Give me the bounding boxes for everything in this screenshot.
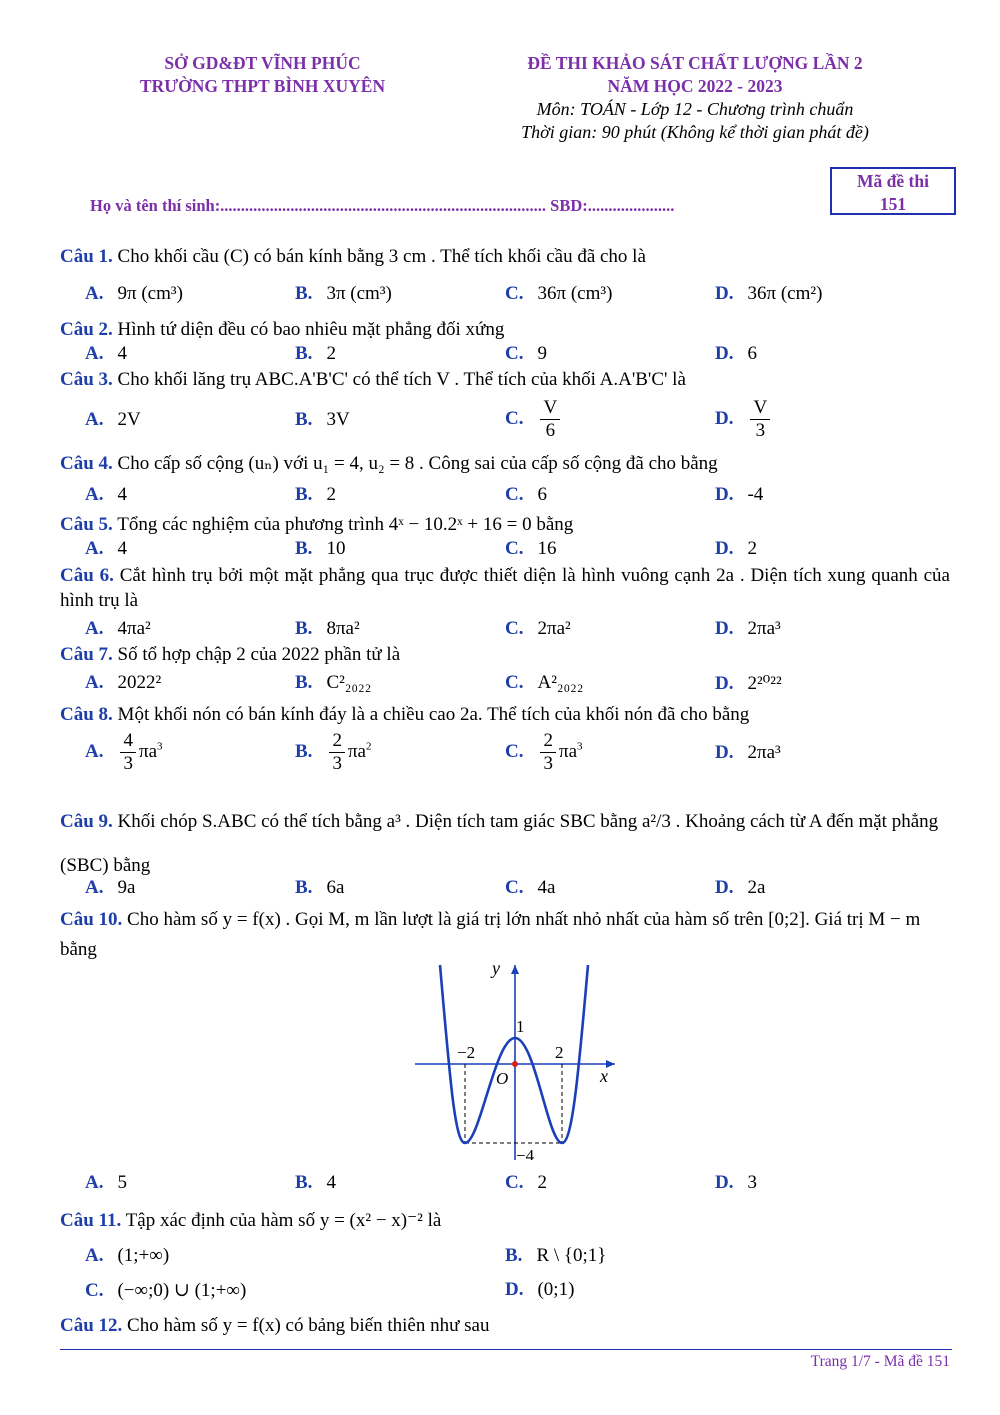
origin-point (512, 1061, 518, 1067)
option-c[interactable]: C. 9 (505, 343, 547, 364)
option-d[interactable]: D. -4 (715, 484, 764, 505)
option-d[interactable]: D. 2πa³ (715, 618, 781, 639)
question-text: Cho khối cầu (C) có bán kính bằng 3 cm . Thể tích khối cầu đã cho là (117, 246, 646, 267)
option-b[interactable]: B. $\frac{2}{3}$ $\pi a^2$ (295, 730, 372, 774)
options-q11-row2 (85, 1279, 955, 1309)
tick-neg2: −2 (457, 1043, 476, 1062)
options-q11-row1 (85, 1245, 955, 1275)
school-header (90, 52, 435, 98)
exam-code-value: 151 (879, 194, 907, 214)
question-number: Câu 1. (60, 246, 113, 267)
school-year: NĂM HỌC 2022 - 2023 (607, 76, 783, 96)
options-q1 (85, 283, 955, 313)
department-name: SỞ GD&ĐT VĨNH PHÚC (164, 53, 361, 73)
option-b[interactable]: B. 10 (295, 538, 346, 559)
option-d[interactable]: D. 2 (715, 538, 757, 559)
option-d[interactable]: D. 2πa³ (715, 742, 781, 763)
option-d[interactable]: D. $\frac{V}{3}$ (715, 397, 773, 442)
option-a[interactable]: A. 2V (85, 409, 141, 430)
origin-label: O (496, 1069, 509, 1088)
question-6: Câu 6. Cắt hình trụ bởi một mặt phẳng qua trục được thiết diện là hình vuông cạnh 2a . Diện tích xung quanh của hình trụ là (60, 565, 950, 611)
tick-neg4: −4 (516, 1146, 535, 1160)
question-5: Câu 5. Tổng các nghiệm của phương trình 4ˣ − 10.2ˣ + 16 = 0 bằng (60, 514, 574, 535)
question-10: Câu 10. Cho hàm số y = f(x) . Gọi M, m lần lượt là giá trị lớn nhất nhỏ nhất của hàm số trên [0;2]. Giá trị M − m bằng (60, 909, 921, 960)
tick-1: 1 (516, 1017, 525, 1036)
option-c[interactable]: C. 2πa² (505, 618, 571, 639)
duration-line: Thời gian: 90 phút (Không kể thời gian phát đề) (521, 122, 869, 142)
question-12: Câu 12. Cho hàm số y = f(x) có bảng biến thiên như sau (60, 1315, 490, 1336)
option-a[interactable]: A. 4 (85, 343, 127, 364)
option-c[interactable]: C. $\frac{V}{6}$ (505, 397, 563, 442)
option-a[interactable]: A. $\frac{4}{3}$ $\pi a^3$ (85, 730, 163, 774)
option-b[interactable]: B. 4 (295, 1172, 336, 1193)
option-b[interactable]: B. 3V (295, 409, 350, 430)
option-d[interactable]: D. 36π (cm²) (715, 283, 823, 304)
option-c[interactable]: C. 4a (505, 877, 556, 898)
exam-header (470, 52, 920, 144)
option-d[interactable]: D. 2a (715, 877, 766, 898)
exam-title: ĐỀ THI KHẢO SÁT CHẤT LƯỢNG LẦN 2 (527, 53, 863, 73)
option-a[interactable]: A. 4 (85, 484, 127, 505)
y-label: y (492, 960, 500, 978)
option-a[interactable]: A. 4πa² (85, 618, 151, 639)
option-d[interactable]: D. (0;1) (505, 1279, 575, 1300)
options-q3 (85, 397, 955, 449)
options-q10 (85, 1172, 955, 1202)
option-d[interactable]: D. 3 (715, 1172, 757, 1193)
option-b[interactable]: B. C²₂₀₂₂ (295, 672, 372, 693)
question-3: Câu 3. Cho khối lăng trụ ABC.A'B'C' có thể tích V . Thể tích của khối A.A'B'C' là (60, 369, 686, 390)
options-q7 (85, 672, 955, 702)
option-c[interactable]: C. 2 (505, 1172, 547, 1193)
option-d[interactable]: D. 2²⁰²² (715, 673, 782, 694)
option-a[interactable]: A. 2022² (85, 672, 162, 693)
options-q8 (85, 730, 955, 782)
option-a[interactable]: A. 4 (85, 538, 127, 559)
option-b[interactable]: B. R \ {0;1} (505, 1245, 607, 1266)
option-b[interactable]: B. 2 (295, 484, 336, 505)
question-4: Câu 4. Cho cấp số cộng (uₙ) với u₁ = 4, u₂ = 8 . Công sai của cấp số cộng đã cho bằng (60, 453, 718, 474)
exam-code-label: Mã đề thi (857, 171, 929, 191)
option-a[interactable]: A. 9a (85, 877, 136, 898)
page-footer: Trang 1/7 - Mã đề 151 (810, 1353, 950, 1370)
question-1 (60, 244, 950, 269)
option-d[interactable]: D. 6 (715, 343, 757, 364)
option-c[interactable]: C. 36π (cm³) (505, 283, 613, 304)
question-11: Câu 11. Tập xác định của hàm số y = (x² − x)⁻² là (60, 1210, 442, 1231)
option-a[interactable]: A. 5 (85, 1172, 127, 1193)
school-name: TRƯỜNG THPT BÌNH XUYÊN (139, 76, 386, 96)
option-c[interactable]: C. A²₂₀₂₂ (505, 672, 584, 693)
x-label: x (600, 1066, 608, 1086)
option-b[interactable]: B. 8πa² (295, 618, 360, 639)
option-b[interactable]: B. 3π (cm³) (295, 283, 392, 304)
question-2: Câu 2. Hình tứ diện đều có bao nhiêu mặt phẳng đối xứng (60, 319, 505, 340)
exam-code-box (830, 167, 956, 215)
student-info-line: Họ và tên thí sinh:............................................................................... SBD:..................... (90, 196, 675, 215)
options-q9 (85, 877, 955, 907)
footer-divider (60, 1349, 952, 1350)
subject-line: Môn: TOÁN - Lớp 12 - Chương trình chuẩn (536, 99, 854, 119)
function-graph (410, 960, 620, 1160)
tick-2: 2 (555, 1043, 564, 1062)
option-b[interactable]: B. 6a (295, 877, 345, 898)
option-c[interactable]: C. 16 (505, 538, 557, 559)
question-9: Câu 9. Khối chóp S.ABC có thể tích bằng a³ . Diện tích tam giác SBC bằng a²/3 . Khoảng cách từ A đến mặt phẳng (SBC) bằng (60, 811, 939, 876)
option-a[interactable]: A. (1;+∞) (85, 1245, 170, 1266)
option-b[interactable]: B. 2 (295, 343, 336, 364)
option-c[interactable]: C. 6 (505, 484, 547, 505)
option-c[interactable]: C. $\frac{2}{3}$ $\pi a^3$ (505, 730, 583, 774)
option-c[interactable]: C. (−∞;0) ∪ (1;+∞) (85, 1280, 247, 1301)
y-axis-arrow (511, 965, 519, 974)
question-8: Câu 8. Một khối nón có bán kính đáy là a chiều cao 2a. Thể tích của khối nón đã cho bằng (60, 704, 750, 725)
option-a[interactable]: A. 9π (cm³) (85, 283, 183, 304)
options-q4 (85, 484, 955, 514)
question-7: Câu 7. Số tổ hợp chập 2 của 2022 phần tử là (60, 644, 401, 665)
